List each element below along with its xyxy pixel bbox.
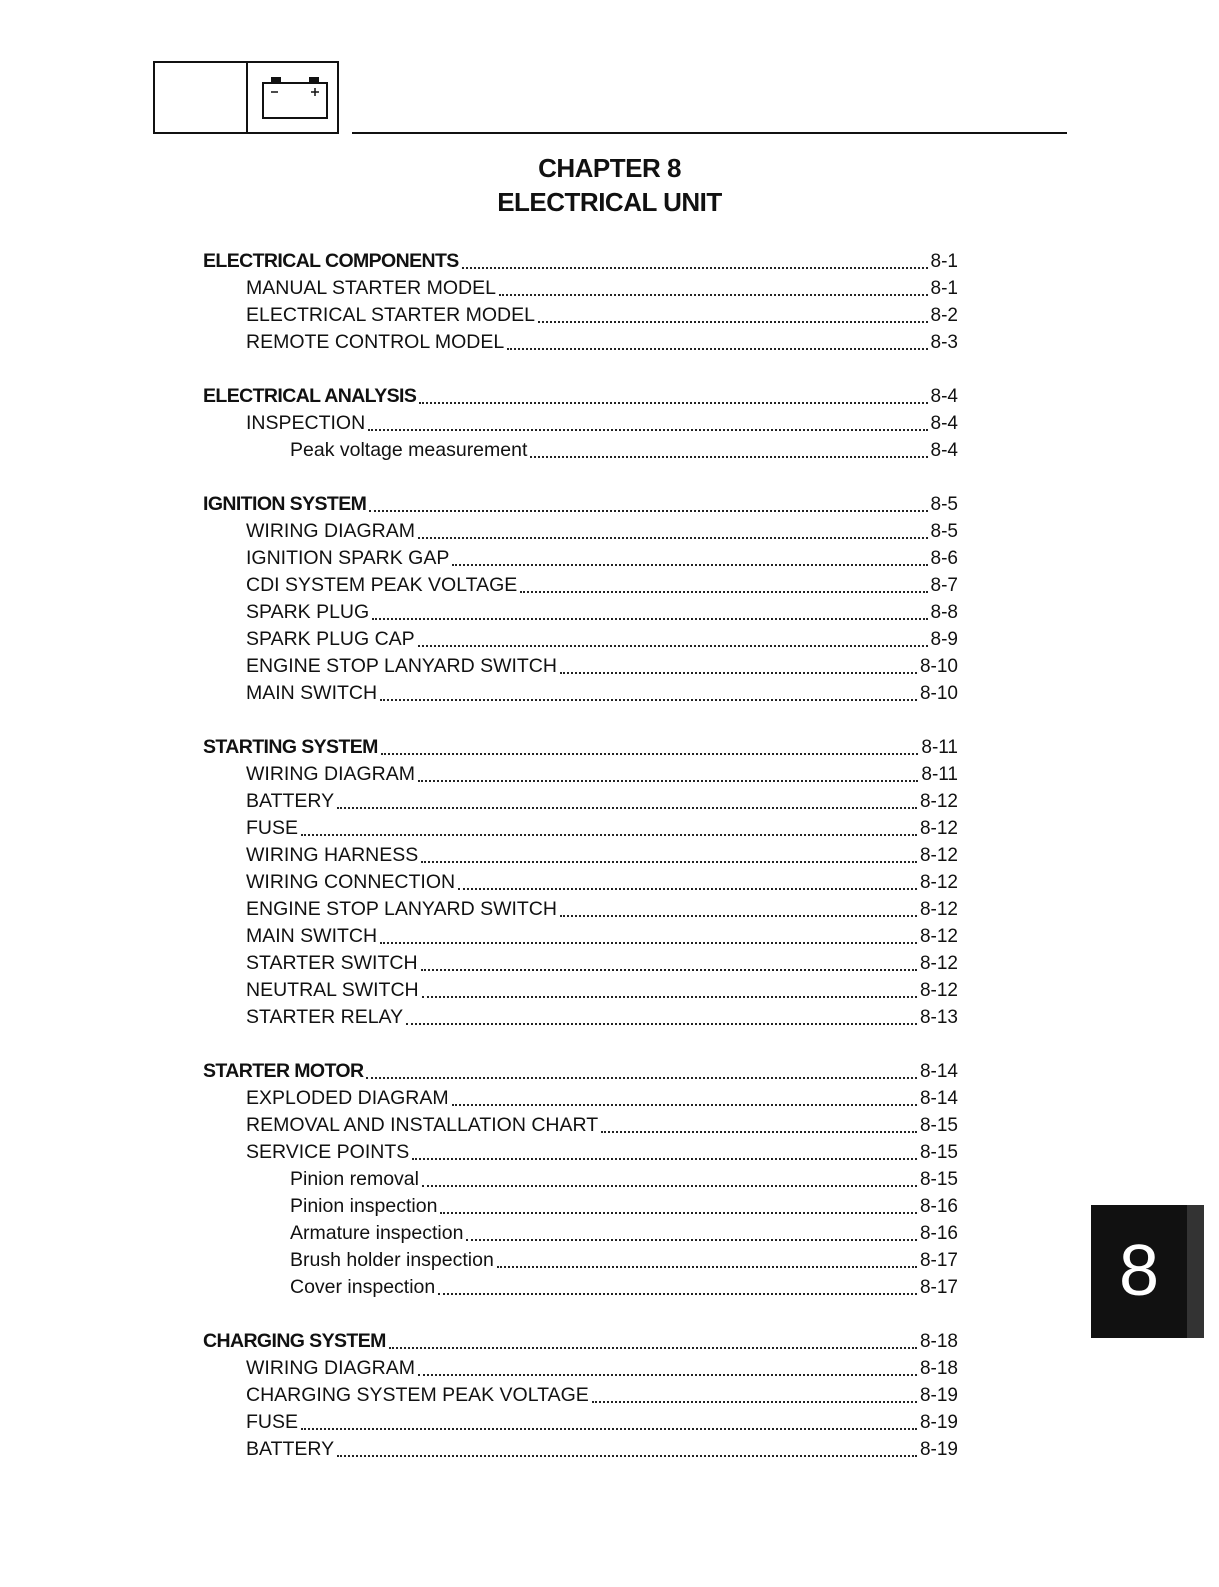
toc-entry-label: ENGINE STOP LANYARD SWITCH	[246, 898, 557, 920]
toc-subentry[interactable]	[203, 1247, 958, 1274]
toc-entry-page: 8-5	[930, 494, 958, 515]
dot-leader	[418, 1373, 917, 1376]
dot-leader	[380, 941, 917, 944]
dot-leader	[380, 698, 917, 701]
toc-entry[interactable]	[203, 896, 958, 923]
toc-entry-page: 8-13	[919, 1007, 958, 1028]
section-gap	[203, 707, 958, 734]
section-gap	[203, 1031, 958, 1058]
toc-entry-label: CHARGING SYSTEM	[203, 1330, 386, 1352]
toc-entry-label: REMOVAL AND INSTALLATION CHART	[246, 1114, 599, 1136]
dot-leader	[421, 968, 917, 971]
chapter-title: ELECTRICAL UNIT	[497, 187, 722, 217]
toc-entry-page: 8-15	[919, 1115, 958, 1136]
dot-leader	[337, 1454, 917, 1457]
toc-entry[interactable]	[203, 275, 958, 302]
toc-entry[interactable]	[203, 869, 958, 896]
toc-entry-page: 8-17	[919, 1277, 958, 1298]
toc-entry-page: 8-19	[919, 1439, 958, 1460]
toc-entry-label: WIRING DIAGRAM	[246, 1357, 415, 1379]
chapter-tab[interactable]: 8	[1091, 1205, 1187, 1338]
dot-leader	[601, 1130, 917, 1133]
dot-leader	[507, 347, 927, 350]
dot-leader	[389, 1346, 917, 1349]
toc-entry-page: 8-4	[930, 386, 958, 407]
toc-entry-label: MAIN SWITCH	[246, 925, 378, 947]
toc-entry-label: Pinion removal	[290, 1168, 419, 1190]
dot-leader	[462, 266, 928, 269]
header-rule	[352, 132, 1067, 134]
toc-entry[interactable]	[203, 842, 958, 869]
toc-entry[interactable]	[203, 545, 958, 572]
toc-entry[interactable]	[203, 329, 958, 356]
toc-entry-label: FUSE	[246, 817, 299, 839]
toc-entry-page: 8-17	[919, 1250, 958, 1271]
toc-entry[interactable]	[203, 923, 958, 950]
toc-entry-label: WIRING CONNECTION	[246, 871, 456, 893]
toc-entry-label: Brush holder inspection	[290, 1249, 494, 1271]
toc-entry-page: 8-12	[919, 872, 958, 893]
toc-entry-label: MAIN SWITCH	[246, 682, 378, 704]
toc-entry-label: ELECTRICAL STARTER MODEL	[246, 304, 535, 326]
dot-leader	[452, 1103, 917, 1106]
toc-entry[interactable]	[203, 410, 958, 437]
toc-entry-label: WIRING HARNESS	[246, 844, 419, 866]
toc-section-entry[interactable]	[203, 1058, 958, 1085]
toc-entry[interactable]	[203, 599, 958, 626]
toc-entry-page: 8-1	[930, 278, 958, 299]
section-gap	[203, 1301, 958, 1328]
toc-entry[interactable]	[203, 626, 958, 653]
toc-entry-label: STARTER RELAY	[246, 1006, 404, 1028]
dot-leader	[412, 1157, 917, 1160]
dot-leader	[438, 1292, 917, 1295]
toc-entry-page: 8-10	[919, 656, 958, 677]
toc-entry-label: Peak voltage measurement	[290, 439, 528, 461]
dot-leader	[592, 1400, 917, 1403]
toc-entry-label: MANUAL STARTER MODEL	[246, 277, 496, 299]
toc-entry[interactable]	[203, 1112, 958, 1139]
dot-leader	[419, 401, 927, 404]
toc-entry-label: NEUTRAL SWITCH	[246, 979, 419, 1001]
toc-entry-label: STARTER SWITCH	[246, 952, 418, 974]
toc-entry[interactable]	[203, 680, 958, 707]
toc-entry-label: IGNITION SYSTEM	[203, 493, 367, 515]
toc-entry-page: 8-15	[919, 1142, 958, 1163]
toc-entry-page: 8-11	[921, 764, 958, 785]
toc-entry[interactable]	[203, 788, 958, 815]
toc-entry-label: WIRING DIAGRAM	[246, 520, 415, 542]
dot-leader	[421, 860, 917, 863]
toc-entry-label: ENGINE STOP LANYARD SWITCH	[246, 655, 557, 677]
toc-entry-page: 8-1	[930, 251, 958, 272]
dot-leader	[452, 563, 927, 566]
toc-entry-label: INSPECTION	[246, 412, 366, 434]
toc-entry[interactable]	[203, 302, 958, 329]
toc-section-entry[interactable]	[203, 383, 958, 410]
toc-entry-page: 8-11	[921, 737, 958, 758]
toc-entry-label: EXPLODED DIAGRAM	[246, 1087, 449, 1109]
dot-leader	[422, 1184, 917, 1187]
toc-subentry[interactable]	[203, 437, 958, 464]
toc-entry-page: 8-8	[930, 602, 958, 623]
dot-leader	[560, 914, 917, 917]
toc-section-entry[interactable]	[203, 734, 958, 761]
dot-leader	[418, 779, 918, 782]
toc-entry-page: 8-4	[930, 413, 958, 434]
toc-entry-label: Pinion inspection	[290, 1195, 438, 1217]
toc-entry-label: ELECTRICAL ANALYSIS	[203, 385, 417, 407]
header-box-divider	[246, 63, 248, 132]
toc-entry-label: SPARK PLUG	[246, 601, 370, 623]
dot-leader	[406, 1022, 917, 1025]
toc-entry-page: 8-19	[919, 1412, 958, 1433]
toc-entry-label: STARTER MOTOR	[203, 1060, 364, 1082]
dot-leader	[369, 509, 927, 512]
dot-leader	[520, 590, 927, 593]
toc-subentry[interactable]	[203, 1193, 958, 1220]
chapter-header-box	[153, 61, 339, 134]
toc-entry-page: 8-12	[919, 980, 958, 1001]
toc-entry[interactable]	[203, 1085, 958, 1112]
toc-entry-page: 8-12	[919, 899, 958, 920]
toc-entry[interactable]	[203, 1436, 958, 1463]
toc-entry[interactable]	[203, 761, 958, 788]
dot-leader	[301, 1427, 917, 1430]
toc-entry-page: 8-14	[919, 1061, 958, 1082]
toc-entry-label: WIRING DIAGRAM	[246, 763, 415, 785]
toc-entry-label: ELECTRICAL COMPONENTS	[203, 250, 459, 272]
dot-leader	[458, 887, 917, 890]
toc-entry-page: 8-16	[919, 1196, 958, 1217]
toc-entry-label: REMOTE CONTROL MODEL	[246, 331, 505, 353]
toc-subentry[interactable]	[203, 1220, 958, 1247]
toc-entry-label: IGNITION SPARK GAP	[246, 547, 450, 569]
toc-entry-page: 8-19	[919, 1385, 958, 1406]
toc-entry[interactable]	[203, 653, 958, 680]
toc-entry-label: CHARGING SYSTEM PEAK VOLTAGE	[246, 1384, 589, 1406]
toc-entry-label: STARTING SYSTEM	[203, 736, 378, 758]
dot-leader	[418, 536, 928, 539]
dot-leader	[418, 644, 928, 647]
toc-entry-page: 8-14	[919, 1088, 958, 1109]
dot-leader	[466, 1238, 917, 1241]
toc-entry-label: Cover inspection	[290, 1276, 436, 1298]
dot-leader	[560, 671, 917, 674]
dot-leader	[368, 428, 927, 431]
toc-entry-page: 8-12	[919, 926, 958, 947]
dot-leader	[499, 293, 928, 296]
toc-entry[interactable]	[203, 1004, 958, 1031]
toc-entry-page: 8-18	[919, 1331, 958, 1352]
toc-entry-label: CDI SYSTEM PEAK VOLTAGE	[246, 574, 518, 596]
dot-leader	[497, 1265, 917, 1268]
dot-leader	[440, 1211, 917, 1214]
toc-entry-label: Armature inspection	[290, 1222, 464, 1244]
toc-entry-label: SERVICE POINTS	[246, 1141, 410, 1163]
toc-entry[interactable]	[203, 1382, 958, 1409]
toc-entry[interactable]	[203, 815, 958, 842]
toc-entry-page: 8-4	[930, 440, 958, 461]
toc-entry[interactable]	[203, 977, 958, 1004]
dot-leader	[381, 752, 919, 755]
dot-leader	[422, 995, 917, 998]
toc-subentry[interactable]	[203, 1166, 958, 1193]
dot-leader	[538, 320, 928, 323]
toc-entry-page: 8-16	[919, 1223, 958, 1244]
toc-entry-label: FUSE	[246, 1411, 299, 1433]
toc-entry-page: 8-6	[930, 548, 958, 569]
toc-entry[interactable]	[203, 1139, 958, 1166]
battery-icon	[258, 73, 328, 121]
toc-entry-page: 8-9	[930, 629, 958, 650]
toc-entry-page: 8-12	[919, 791, 958, 812]
chapter-tab-edge	[1187, 1205, 1204, 1338]
toc-entry[interactable]	[203, 950, 958, 977]
toc-entry-label: SPARK PLUG CAP	[246, 628, 415, 650]
toc-entry-page: 8-5	[930, 521, 958, 542]
toc-entry-page: 8-12	[919, 818, 958, 839]
toc-entry-label: BATTERY	[246, 1438, 335, 1460]
table-of-contents	[203, 248, 958, 1463]
section-gap	[203, 356, 958, 383]
section-gap	[203, 464, 958, 491]
toc-entry-page: 8-10	[919, 683, 958, 704]
toc-entry-page: 8-18	[919, 1358, 958, 1379]
dot-leader	[337, 806, 917, 809]
toc-section-entry[interactable]	[203, 1328, 958, 1355]
toc-entry-page: 8-3	[930, 332, 958, 353]
dot-leader	[372, 617, 927, 620]
toc-entry[interactable]	[203, 518, 958, 545]
toc-entry[interactable]	[203, 1409, 958, 1436]
dot-leader	[301, 833, 917, 836]
toc-entry-page: 8-7	[930, 575, 958, 596]
toc-entry-page: 8-12	[919, 845, 958, 866]
chapter-number: CHAPTER 8	[538, 153, 681, 183]
toc-entry-page: 8-12	[919, 953, 958, 974]
toc-section-entry[interactable]	[203, 248, 958, 275]
toc-entry-label: BATTERY	[246, 790, 335, 812]
toc-entry-page: 8-15	[919, 1169, 958, 1190]
toc-entry[interactable]	[203, 572, 958, 599]
toc-entry-page: 8-2	[930, 305, 958, 326]
toc-entry[interactable]	[203, 1355, 958, 1382]
dot-leader	[530, 455, 927, 458]
toc-subentry[interactable]	[203, 1274, 958, 1301]
dot-leader	[366, 1076, 916, 1079]
toc-section-entry[interactable]	[203, 491, 958, 518]
